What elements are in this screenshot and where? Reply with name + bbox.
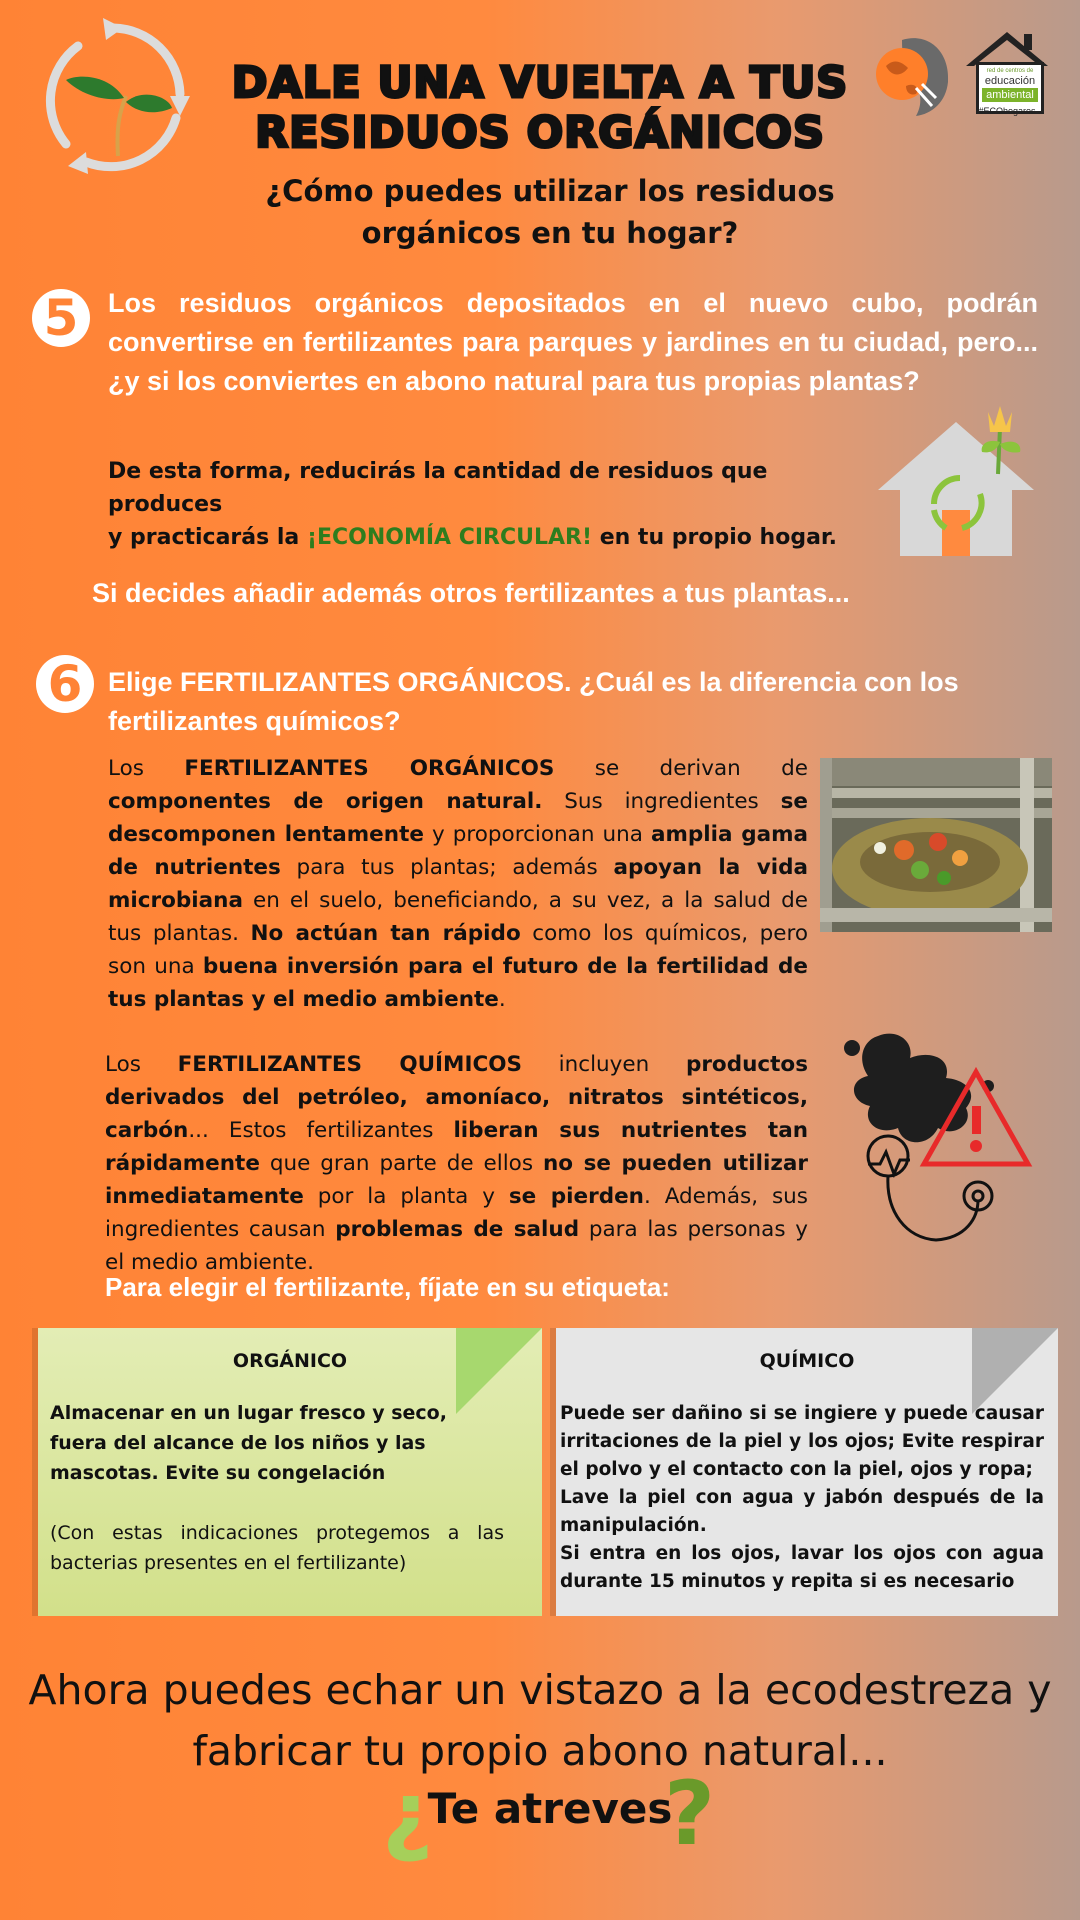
subtitle (260, 170, 840, 254)
open-question-mark: ¿ (382, 1762, 434, 1865)
chemical_paragraph-run: no se pueden utilizar inmediatamente (105, 1151, 808, 1209)
circular-house-icon (876, 398, 1036, 558)
circular-line-a: De esta forma, reducirás la cantidad de residuos que produces (108, 459, 768, 517)
chemical-card-line-1: Puede ser dañino si se ingiere y puede causar irritaciones de la piel y los ojos; Evite respirar el polvo y el contacto con la piel, ojos y ropa; (560, 1403, 1044, 1480)
title-line-1: DALE UNA VUELTA A TUS (231, 58, 849, 108)
chemical_paragraph-run: liberan sus nutrientes tan rápidamente (105, 1118, 809, 1176)
chemical-label-card (556, 1328, 1058, 1616)
chemical_paragraph-run: ... Estos fertilizantes (188, 1118, 454, 1143)
chemical_paragraph-run: que gran parte de ellos (259, 1151, 543, 1176)
chemical_paragraph-run: . Además, sus ingredientes causan (105, 1184, 808, 1242)
health-hazard-icon (838, 1028, 1038, 1248)
organic_paragraph-run: se derivan de (554, 756, 808, 781)
step-5-paragraph: Los residuos orgánicos depositados en el nuevo cubo, podrán convertirse en fertilizantes para parques y jardines en tu ciudad, pero... ¿y si los conviertes en abono natural para tus propias plantas? (108, 288, 1038, 396)
compost-photo-icon (820, 758, 1052, 932)
chemical-paragraph (105, 1048, 808, 1279)
dare-text: Te atreves (427, 1784, 673, 1833)
step-5-circular-note (108, 455, 868, 554)
chemical_paragraph-run: incluyen (522, 1052, 686, 1077)
footer-line: Ahora puedes echar un vistazo a la ecodestreza y fabricar tu propio abono natural... (28, 1666, 1052, 1775)
chemical_paragraph-run: problemas de salud (335, 1217, 580, 1242)
title-line-2: RESIDUOS ORGÁNICOS (255, 108, 825, 158)
organic_paragraph-run: apoyan la vida microbiana (108, 855, 808, 913)
organic-card-instructions: Almacenar en un lugar fresco y seco, fuera del alcance de los niños y las mascotas. Evite su congelación (50, 1402, 447, 1484)
chemical_paragraph-run: productos derivados del petróleo, amoníaco, nitratos sintéticos, carbón (105, 1052, 808, 1143)
chemical_paragraph-run: se pierden (508, 1184, 644, 1209)
subtitle-line-1: ¿Cómo puedes utilizar los residuos (265, 174, 835, 208)
world-hand-logo-icon (872, 32, 954, 118)
chemical-card-line-3: Si entra en los ojos, lavar los ojos con agua durante 15 minutos y repita si es necesario (560, 1543, 1044, 1592)
organic_paragraph-run: . (498, 987, 506, 1012)
circular-line-b (108, 521, 868, 554)
recycle-plant-icon (38, 16, 198, 181)
logo-line-2: educación (984, 75, 1036, 87)
organic_paragraph-run: amplia gama de nutrientes (108, 822, 808, 880)
organic_paragraph-run: Los (108, 756, 185, 781)
step-6-badge: 6 (36, 655, 94, 713)
chemical-card-title: QUÍMICO (759, 1350, 855, 1372)
logo-line-3: ambiental (982, 88, 1038, 102)
chemical-card-line-2: Lave la piel con agua y jabón después de la manipulación. (560, 1487, 1044, 1536)
page-title (220, 58, 860, 158)
organic_paragraph-run: como los químicos, pero son una (108, 921, 809, 979)
circular-economy-highlight: ¡ECONOMÍA CIRCULAR! (306, 525, 593, 550)
organic-card-note: (Con estas indicaciones protegemos a las bacterias presentes en el fertilizante) (50, 1522, 504, 1574)
organic_paragraph-run: en el suelo, beneficiando, a su vez, a la salud de tus plantas. (108, 888, 808, 946)
organic_paragraph-run: FERTILIZANTES ORGÁNICOS (184, 756, 555, 781)
logo-line-1: red de centros de (986, 68, 1034, 74)
organic_paragraph-run: Sus ingredientes (542, 789, 781, 814)
subtitle-line-2: orgánicos en tu hogar? (361, 216, 739, 250)
chemical_paragraph-run: para las personas y el medio ambiente. (105, 1217, 808, 1275)
organic_paragraph-run: componentes de origen natural. (108, 789, 543, 814)
organic_paragraph-run: se descomponen lentamente (108, 789, 808, 847)
chemical_paragraph-run: FERTILIZANTES QUÍMICOS (177, 1052, 522, 1077)
step-5-badge: 5 (32, 289, 90, 347)
decide-line: Si decides añadir además otros fertilizantes a tus plantas... (92, 578, 850, 608)
organic_paragraph-run: y proporcionan una (423, 822, 651, 847)
step-6-heading: Elige FERTILIZANTES ORGÁNICOS. ¿Cuál es la diferencia con los fertilizantes químicos? (108, 667, 959, 736)
hashtag: #ECOhogares (978, 106, 1036, 116)
circular-line-b-pre: y practicarás la (108, 525, 307, 550)
organic-card-body (50, 1398, 504, 1578)
organic-label-card (38, 1328, 542, 1616)
organic_paragraph-run: No actúan tan rápido (250, 921, 521, 946)
label-heading: Para elegir el fertilizante, fíjate en su etiqueta: (105, 1272, 670, 1302)
organic_paragraph-run: para tus plantas; además (280, 855, 614, 880)
chemical_paragraph-run: Los (105, 1052, 178, 1077)
close-question-mark: ? (664, 1762, 716, 1865)
circular-line-b-post: en tu propio hogar. (592, 525, 837, 550)
organic-card-title: ORGÁNICO (232, 1350, 348, 1372)
organic_paragraph-run: buena inversión para el futuro de la fertilidad de tus plantas y el medio ambiente (108, 954, 808, 1012)
chemical_paragraph-run: por la planta y (303, 1184, 509, 1209)
house-logo-icon (964, 28, 1050, 118)
chemical-card-body (560, 1400, 1044, 1596)
organic-paragraph (108, 752, 808, 1016)
